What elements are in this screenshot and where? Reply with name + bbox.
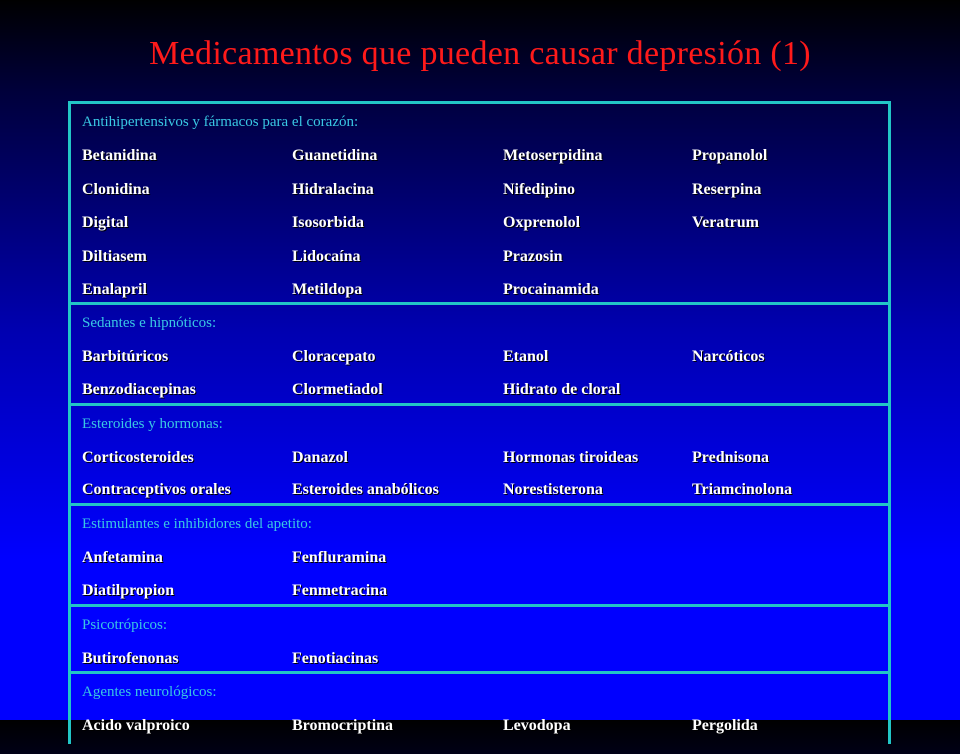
drug-name: Hormonas tiroideas — [503, 449, 639, 466]
drug-name: Bromocriptina — [292, 717, 394, 734]
drug-name: Corticosteroides — [82, 449, 194, 466]
table-row — [71, 146, 888, 168]
drug-name: Prazosin — [503, 248, 563, 265]
drug-name: Fenfluramina — [292, 549, 387, 566]
drug-name: Digital — [82, 214, 129, 231]
drug-name: Procainamida — [503, 281, 599, 298]
drug-name: Nifedipino — [503, 181, 576, 198]
section-steroids-hormones — [71, 406, 888, 506]
table-row — [71, 649, 888, 671]
table-row — [71, 548, 888, 570]
drug-name: Benzodiacepinas — [82, 381, 196, 398]
drug-name: Triamcinolona — [692, 481, 793, 498]
drug-name: Isosorbida — [292, 214, 365, 231]
section-title: Psicotrópicos: — [82, 617, 167, 633]
section-psychotropics — [71, 607, 888, 674]
table-row — [71, 448, 888, 470]
drug-name: Enalapril — [82, 281, 147, 298]
drug-name: Fenotiacinas — [292, 650, 379, 667]
drug-name: Etanol — [503, 348, 549, 365]
drug-name: Anfetamina — [82, 549, 163, 566]
drug-name: Clormetiadol — [292, 381, 383, 398]
drug-name: Betanidina — [82, 147, 157, 164]
table-row — [71, 581, 888, 603]
drug-name: Hidrato de cloral — [503, 381, 621, 398]
drug-name: Propanolol — [692, 147, 768, 164]
drug-name: Diltiasem — [82, 248, 147, 265]
drug-name: Diatilpropion — [82, 582, 175, 599]
slide-title: Medicamentos que pueden causar depresión (1) — [149, 35, 811, 72]
section-stimulants — [71, 506, 888, 607]
drug-name: Esteroides anabólicos — [292, 481, 439, 498]
drug-name: Metoserpidina — [503, 147, 603, 164]
drug-name: Levodopa — [503, 717, 571, 734]
drug-name: Narcóticos — [692, 348, 765, 365]
drug-name: Cloracepato — [292, 348, 376, 365]
drug-name: Reserpina — [692, 181, 762, 198]
section-sedatives — [71, 305, 888, 406]
table-row — [71, 347, 888, 369]
section-title: Estimulantes e inhibidores del apetito: — [82, 516, 312, 532]
section-title: Esteroides y hormonas: — [82, 416, 223, 432]
drug-name: Acido valproico — [82, 717, 190, 734]
table-row — [71, 380, 888, 402]
drug-name: Veratrum — [692, 214, 759, 231]
table-row — [71, 180, 888, 202]
table-row — [71, 716, 888, 738]
drug-name: Barbitúricos — [82, 348, 169, 365]
drug-table — [68, 101, 891, 744]
section-title: Agentes neurológicos: — [82, 684, 217, 700]
drug-name: Butirofenonas — [82, 650, 179, 667]
section-title: Antihipertensivos y fármacos para el corazón: — [82, 114, 359, 130]
table-row — [71, 213, 888, 235]
drug-name: Fenmetracina — [292, 582, 388, 599]
drug-name: Clonidina — [82, 181, 150, 198]
drug-name: Pergolida — [692, 717, 758, 734]
drug-name: Oxprenolol — [503, 214, 581, 231]
drug-name: Hidralacina — [292, 181, 374, 198]
table-row — [71, 247, 888, 269]
drug-name: Contraceptivos orales — [82, 481, 231, 498]
drug-name: Danazol — [292, 449, 348, 466]
table-row — [71, 280, 888, 302]
drug-name: Metildopa — [292, 281, 363, 298]
drug-name: Prednisona — [692, 449, 770, 466]
section-neurological — [71, 674, 888, 754]
section-title: Sedantes e hipnóticos: — [82, 315, 217, 331]
drug-name: Lidocaína — [292, 248, 361, 265]
drug-name: Norestisterona — [503, 481, 603, 498]
drug-name: Guanetidina — [292, 147, 378, 164]
table-row — [71, 480, 888, 502]
section-antihypertensives — [71, 104, 888, 305]
